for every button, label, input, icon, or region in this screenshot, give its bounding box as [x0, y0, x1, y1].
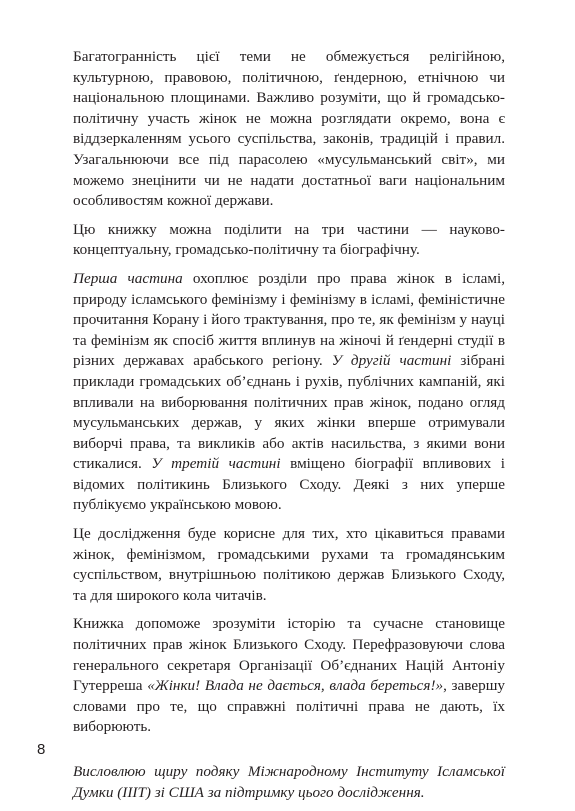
- part-one-text: охоплює розділи про права жінок в ісламі, природу ісламського фемінізму і фемінізму в ісламі, феміністичне прочитання Корану і його трактування, про те, як фемінізм у науці та фемінізм як спосіб життя вплинув на жіночі й ґендерні студії в різних державах арабського регіону.: [73, 269, 505, 370]
- guterres-quote: «Жінки! Влада не дається, влада береться!»: [147, 677, 444, 695]
- paragraph-purpose: [73, 614, 505, 738]
- paragraph-parts-overview: [73, 269, 505, 516]
- page-number: 8: [37, 741, 46, 758]
- paragraph-topic-scope: Багатогранність цієї теми не обмежується релігійною, культурною, правовою, політичною, ґендерною, етнічною чи національною площинами. Важливо розуміти, що й громадсько-політичну участь жінок не можна розглядати окремо, вона є віддзеркаленням усього суспільства, законів, традицій і правил. Узагальнюючи все під парасолею «мусульманський світ», ми можемо знецінити чи не надати достатньої ваги національним особливостям кожної держави.: [73, 48, 505, 210]
- page-body: [73, 47, 505, 811]
- part-two-text: зібрані приклади громадських об’єднань і рухів, публічних кампаній, які впливали на виборювання політичних прав жінок, подано огляд мусульманських держав, у яких жінки вперше отримували виборчі права, та викликів або актів насильства, з якими вони стикалися.: [73, 352, 505, 473]
- purpose-text-start: Книжка допоможе зрозуміти історію та сучасне становище політичних прав жінок Близького Сходу. Перефразовуючи слова генерального секретаря Організації Об’єднаних Націй Антоніу Гутерреша: [73, 615, 505, 695]
- purpose-text-end: , завершу словами про те, що справжні політичні права не дають, їх виборюють.: [73, 677, 505, 736]
- paragraph-book-structure: Цю книжку можна поділити на три частини — науково-концептуальну, громадсько-політичну та біографічну.: [73, 220, 505, 259]
- part-one-label: Перша частина: [73, 269, 183, 287]
- part-three-label: У третій частині: [151, 455, 281, 473]
- paragraph-audience: Це дослідження буде корисне для тих, хто цікавиться правами жінок, фемінізмом, громадськими рухами та громадянським суспільством, внутрішньою політикою держав Близького Сходу, та для широкого кола читачів.: [73, 525, 505, 604]
- part-three-text: вміщено біографії впливових і відомих політикинь Близького Сходу. Деякі з них уперше публікуємо українською мовою.: [73, 455, 506, 514]
- part-two-label: У другій частині: [331, 352, 452, 370]
- acknowledgement: Висловлюю щиру подяку Міжнародному Інституту Ісламської Думки (ІІІТ) зі США за підтримку цього дослідження.: [73, 763, 505, 801]
